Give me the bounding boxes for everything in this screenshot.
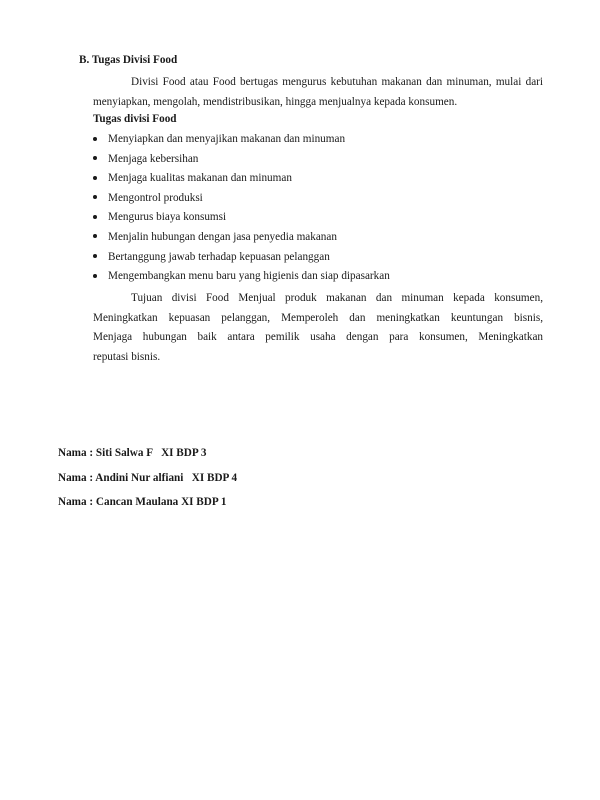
task-text: Menjaga kualitas makanan dan minuman	[108, 172, 292, 185]
task-list-item	[93, 171, 543, 191]
bullet-icon	[93, 254, 97, 258]
task-text: Bertanggung jawab terhadap kepuasan pelanggan	[108, 250, 330, 263]
student-names	[58, 446, 237, 520]
task-text: Menyiapkan dan menyajikan makanan dan minuman	[108, 133, 346, 145]
bullet-icon	[93, 215, 97, 219]
section-heading: B. Tugas Divisi Food	[79, 54, 178, 66]
goal-paragraph-line: Tujuan divisi Food Menjual produk makanan dan minuman kepada konsumen,	[131, 292, 543, 304]
task-list-item	[93, 250, 543, 270]
goal-paragraph	[93, 289, 543, 367]
bullet-icon	[93, 137, 97, 141]
task-text: Menjalin hubungan dengan jasa penyedia makanan	[108, 230, 337, 243]
tasks-subheading: Tugas divisi Food	[93, 113, 177, 125]
task-list-item	[93, 230, 543, 250]
task-list-item	[93, 210, 543, 230]
bullet-icon	[93, 176, 97, 180]
task-list-item	[93, 132, 543, 152]
student-name-line: Nama : Cancan Maulana XI BDP 1	[58, 496, 227, 508]
goal-paragraph-line: Meningkatkan kepuasan pelanggan, Memperoleh dan meningkatkan keuntungan bisnis,	[93, 311, 543, 324]
intro-paragraph: Divisi Food atau Food bertugas mengurus kebutuhan makanan dan minuman, mulai dari menyiapkan, mengolah, mendistribusikan, hingga menjualnya kepada konsumen.	[93, 76, 543, 108]
task-text: Menjaga kebersihan	[108, 152, 199, 165]
task-list	[93, 132, 543, 289]
task-list-item	[93, 269, 543, 289]
student-name-line: Nama : Siti Salwa F XI BDP 3	[58, 447, 207, 459]
bullet-icon	[93, 195, 97, 199]
task-text: Mengontrol produksi	[108, 191, 203, 204]
task-text: Mengembangkan menu baru yang higienis dan siap dipasarkan	[108, 270, 390, 283]
task-list-item	[93, 191, 543, 211]
student-name-line: Nama : Andini Nur alfiani XI BDP 4	[58, 471, 238, 484]
task-text: Mengurus biaya konsumsi	[108, 211, 227, 224]
bullet-icon	[93, 274, 97, 278]
goal-paragraph-line: Menjaga hubungan baik antara pemilik usaha dengan para konsumen, Meningkatkan	[93, 331, 543, 344]
bullet-icon	[93, 234, 97, 238]
bullet-icon	[93, 156, 97, 160]
goal-paragraph-line: reputasi bisnis.	[93, 350, 161, 363]
task-list-item	[93, 152, 543, 172]
